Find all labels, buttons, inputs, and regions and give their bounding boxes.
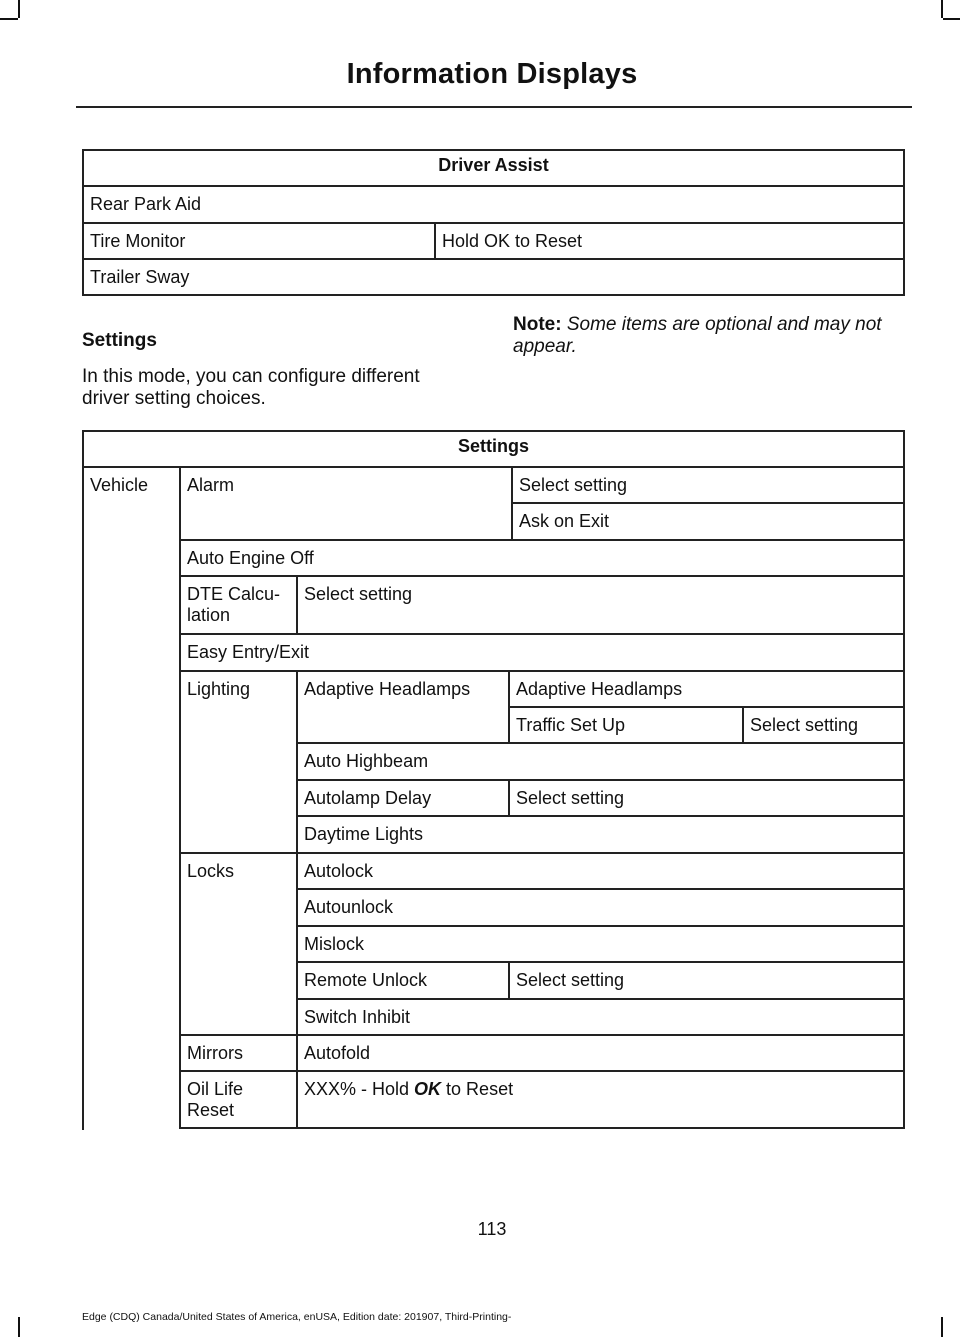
tire-monitor-action: Hold OK to Reset xyxy=(442,231,583,251)
table-border xyxy=(742,706,744,743)
table-border xyxy=(179,539,905,541)
remote-select-setting: Select setting xyxy=(516,970,625,990)
table-border xyxy=(179,1034,905,1036)
table-border xyxy=(82,294,905,296)
autolock: Autolock xyxy=(304,861,374,881)
table-border xyxy=(179,1070,905,1072)
trailer-sway: Trailer Sway xyxy=(90,267,190,287)
table-border xyxy=(508,706,905,708)
alarm-select-setting: Select setting xyxy=(519,475,628,495)
tire-monitor: Tire Monitor xyxy=(90,231,186,251)
autofold: Autofold xyxy=(304,1043,371,1063)
note-label: Note: xyxy=(513,314,562,335)
settings-note xyxy=(513,314,905,358)
table-border xyxy=(82,466,905,468)
crop-mark-top-left-h xyxy=(0,18,18,20)
table-border xyxy=(82,149,84,296)
table-border xyxy=(296,670,298,1129)
traffic-select-setting: Select setting xyxy=(750,715,859,735)
table-border xyxy=(508,779,510,816)
table-border xyxy=(179,575,905,577)
table-border xyxy=(82,185,905,187)
table-border xyxy=(508,670,510,743)
crop-mark-top-left xyxy=(18,0,20,18)
table-border xyxy=(82,149,905,151)
table-border xyxy=(296,998,905,1000)
table-border xyxy=(296,815,905,817)
auto-engine-off: Auto Engine Off xyxy=(187,548,314,568)
oil-life-value-post: to Reset xyxy=(441,1079,514,1099)
autounlock: Autounlock xyxy=(304,897,394,917)
autolamp-delay: Autolamp Delay xyxy=(304,788,432,808)
mislock: Mislock xyxy=(304,934,365,954)
oil-life-value-pre: XXX% - Hold xyxy=(304,1079,415,1099)
dte-calculation: DTE Calcu- lation xyxy=(187,584,281,625)
vehicle: Vehicle xyxy=(90,475,149,495)
table-border xyxy=(296,888,905,890)
easy-entry-exit: Easy Entry/Exit xyxy=(187,642,310,662)
settings-description: In this mode, you can configure different driver setting choices. xyxy=(82,366,420,409)
table-border xyxy=(434,222,436,259)
table-border xyxy=(903,149,905,296)
driver-assist-header: Driver Assist xyxy=(438,155,549,175)
title-rule xyxy=(76,106,912,108)
table-border xyxy=(296,779,905,781)
adaptive-headlamps: Adaptive Headlamps xyxy=(304,679,471,699)
page-footer: Edge (CDQ) Canada/United States of America, enUSA, Edition date: 201907, Third-Printing- xyxy=(82,1311,512,1323)
table-border xyxy=(903,430,905,1129)
table-border xyxy=(82,430,905,432)
dte-select-setting: Select setting xyxy=(304,584,413,604)
note-text: Some items are optional and may not appear. xyxy=(513,314,882,357)
table-border xyxy=(296,742,905,744)
ask-on-exit: Ask on Exit xyxy=(519,511,610,531)
remote-unlock: Remote Unlock xyxy=(304,970,428,990)
settings-table-header: Settings xyxy=(457,436,529,456)
table-border xyxy=(296,575,298,634)
page-title: Information Displays xyxy=(346,58,638,90)
table-border xyxy=(179,670,905,672)
traffic-set-up: Traffic Set Up xyxy=(516,715,626,735)
table-border xyxy=(296,925,905,927)
page-number: 113 xyxy=(477,1219,507,1239)
oil-life-reset: Oil Life Reset xyxy=(187,1079,244,1120)
table-border xyxy=(508,961,510,999)
crop-mark-top-right xyxy=(941,0,943,18)
auto-highbeam: Auto Highbeam xyxy=(304,751,429,771)
table-border xyxy=(82,222,905,224)
table-border xyxy=(179,633,905,635)
table-border xyxy=(179,466,181,1129)
table-border xyxy=(179,852,905,854)
settings-heading: Settings xyxy=(82,330,157,351)
table-border xyxy=(511,466,513,540)
alarm: Alarm xyxy=(187,475,235,495)
table-border xyxy=(82,258,905,260)
locks: Locks xyxy=(187,861,235,881)
table-border xyxy=(511,502,905,504)
adaptive-headlamps-sub: Adaptive Headlamps xyxy=(516,679,683,699)
oil-life-value xyxy=(296,1071,905,1130)
switch-inhibit: Switch Inhibit xyxy=(304,1007,411,1027)
oil-life-ok: OK xyxy=(414,1079,442,1099)
daytime-lights: Daytime Lights xyxy=(304,824,424,844)
table-border xyxy=(179,1127,905,1129)
crop-mark-top-right-h xyxy=(943,18,960,20)
mirrors: Mirrors xyxy=(187,1043,243,1063)
table-border xyxy=(296,961,905,963)
settings-table xyxy=(82,430,905,1130)
autolamp-select-setting: Select setting xyxy=(516,788,625,808)
crop-mark-bottom-left xyxy=(18,1317,20,1337)
driver-assist-table xyxy=(82,149,905,296)
crop-mark-bottom-right xyxy=(941,1317,943,1337)
lighting: Lighting xyxy=(187,679,251,699)
rear-park-aid: Rear Park Aid xyxy=(90,194,202,214)
table-border xyxy=(82,430,84,1130)
